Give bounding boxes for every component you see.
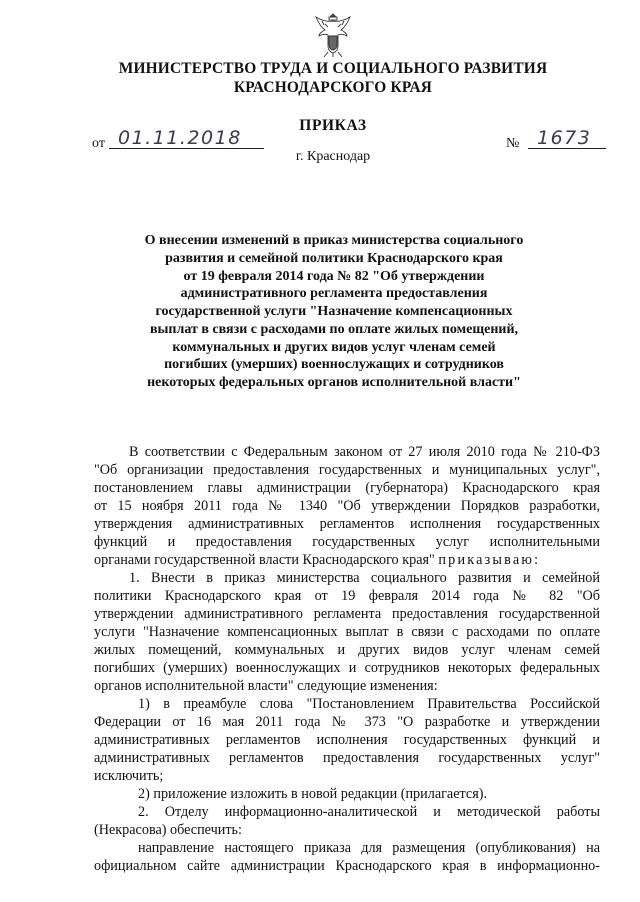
subject-line: административного регламента предоставления bbox=[180, 286, 488, 302]
order-body bbox=[94, 443, 600, 875]
body-line: 1. Внести в приказ министерства социального развития и семейной bbox=[129, 570, 600, 586]
city: г. Краснодар bbox=[295, 149, 371, 164]
ministry-name bbox=[80, 59, 586, 97]
ministry-name-line-2: КРАСНОДАРСКОГО КРАЯ bbox=[233, 79, 433, 96]
order-verb: приказываю: bbox=[438, 552, 541, 568]
subject-line: О внесении изменений в приказ министерства социального bbox=[144, 233, 524, 248]
subject-line: государственной услуги "Назначение компенсационных bbox=[155, 304, 513, 319]
handwritten-number: 1673 bbox=[537, 127, 592, 149]
subject-line: коммунальных и других видов услуг членам семей bbox=[172, 339, 496, 355]
subject-line: от 19 февраля 2014 года № 82 "Об утверждении bbox=[183, 268, 485, 284]
coat-of-arms-emblem bbox=[313, 12, 353, 58]
body-line: В соответствии с Федеральным законом от 27 июля 2010 года № 210-ФЗ bbox=[129, 444, 600, 460]
body-line bbox=[94, 551, 600, 569]
body-line: административных регламентов исполнения государственных функций и bbox=[94, 732, 600, 748]
document-title: ПРИКАЗ bbox=[299, 117, 367, 134]
body-line: (Некрасова) обеспечить: bbox=[94, 822, 242, 838]
body-line: политики Краснодарского края от 19 февраля 2014 года № 82 "Об bbox=[94, 588, 600, 604]
body-line: утверждения административных регламентов исполнения государственных bbox=[94, 516, 600, 532]
body-line: официальном сайте администрации Краснодарского края в информационно- bbox=[94, 858, 600, 874]
body-line: жилых помещений, коммунальных и других видов услуг членам семей bbox=[94, 642, 600, 658]
date-prefix: от bbox=[92, 136, 105, 151]
number-prefix: № bbox=[506, 136, 520, 151]
ministry-name-line-1: МИНИСТЕРСТВО ТРУДА И СОЦИАЛЬНОГО РАЗВИТИЯ bbox=[118, 60, 548, 77]
subject-line: развития и семейной политики Краснодарского края bbox=[165, 250, 503, 266]
body-line: услуги "Назначение компенсационных выплат в связи с расходами по оплате bbox=[94, 624, 600, 640]
body-line: "Об организации предоставления государственных и муниципальных услуг", bbox=[94, 462, 600, 478]
body-line: погибших (умерших) военнослужащих и сотрудников некоторых федеральных bbox=[94, 660, 600, 676]
body-line: административных регламентов предоставления государственных услуг" bbox=[94, 750, 600, 766]
body-line-text: органами государственной власти Краснодарского края" bbox=[94, 552, 435, 568]
order-subject bbox=[90, 232, 578, 392]
body-line: постановлением главы администрации (губернатора) Краснодарского края bbox=[94, 480, 600, 496]
subject-line: выплат в связи с расходами по оплате жилых помещений, bbox=[149, 321, 519, 337]
body-line: органов исполнительной власти" следующие изменения: bbox=[94, 678, 438, 694]
body-line: направление настоящего приказа для размещения (опубликования) на bbox=[138, 840, 600, 856]
body-line: утверждении административного регламента предоставления государственной bbox=[94, 606, 600, 622]
body-line: функций и предоставления государственных услуг исполнительными bbox=[94, 534, 600, 550]
body-line: 1) в преамбуле слова "Постановлением Правительства Российской bbox=[138, 696, 600, 712]
body-line: 2. Отделу информационно-аналитической и методической работы bbox=[138, 804, 600, 820]
handwritten-date: 01.11.2018 bbox=[118, 127, 242, 149]
body-line: исключить; bbox=[94, 768, 164, 784]
body-line: от 15 ноября 2011 года № 1340 "Об утверждении Порядков разработки, bbox=[94, 498, 600, 514]
subject-line: погибших (умерших) военнослужащих и сотрудников bbox=[164, 357, 504, 373]
body-line: 2) приложение изложить в новой редакции (прилагается). bbox=[138, 786, 487, 802]
subject-line: некоторых федеральных органов исполнительной власти" bbox=[147, 375, 521, 390]
body-line: Федерации от 16 мая 2011 года № 373 "О разработке и утверждении bbox=[94, 714, 600, 730]
